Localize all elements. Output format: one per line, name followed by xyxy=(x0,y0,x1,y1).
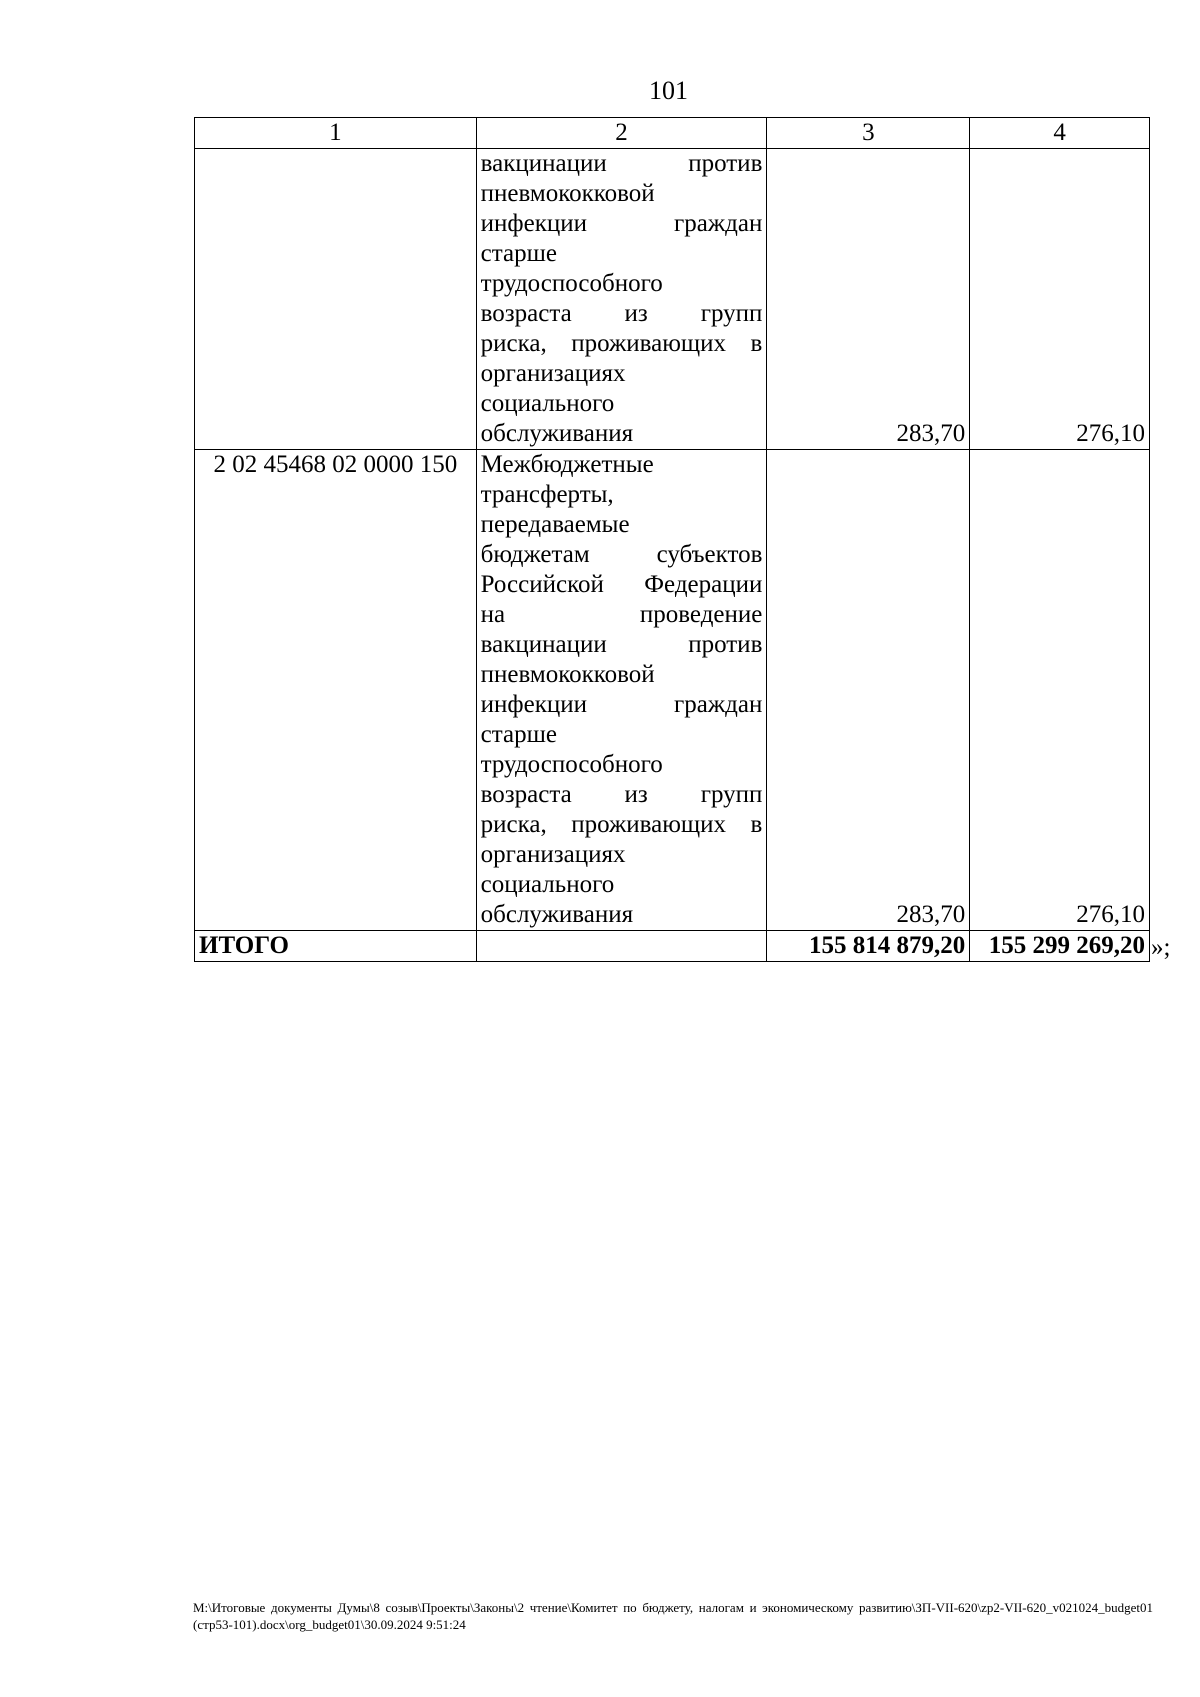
footer-file-path: M:\Итоговые документы Думы\8 созыв\Проекты\Законы\2 чтение\Комитет по бюджету, налогам и экономическому развитию\ЗП-VII-620\zp2-VII-620_v021024_budget01 (стр53-101).docx\org_budget01\30.09.2024 9:51:24 xyxy=(193,1600,1153,1632)
desc-line: обслуживания xyxy=(480,901,634,928)
row-value-col4: 276,10 xyxy=(970,149,1150,450)
desc-line: трансферты, xyxy=(480,481,614,508)
table-header-row xyxy=(195,118,1150,149)
desc-line: трудоспособного xyxy=(480,270,663,297)
desc-line: бюджетам субъектов xyxy=(480,541,763,568)
row-description xyxy=(476,450,767,931)
desc-line: Российской Федерации xyxy=(480,571,763,598)
total-row xyxy=(195,931,1150,962)
row-code xyxy=(195,149,477,450)
budget-table xyxy=(194,117,1150,962)
desc-line: возраста из групп xyxy=(480,781,763,808)
desc-line: риска, проживающих в xyxy=(480,330,763,357)
row-value-col4: 276,10 xyxy=(970,450,1150,931)
table-row xyxy=(195,450,1150,931)
table-row xyxy=(195,149,1150,450)
desc-line: передаваемые xyxy=(480,511,630,538)
desc-line: пневмококковой xyxy=(480,661,655,688)
row-code: 2 02 45468 02 0000 150 xyxy=(195,450,477,931)
total-value-col4: 155 299 269,20 xyxy=(970,931,1150,962)
total-label: ИТОГО xyxy=(195,931,477,962)
total-value-col3: 155 814 879,20 xyxy=(767,931,970,962)
desc-line: вакцинации против xyxy=(480,631,763,658)
header-col-2: 2 xyxy=(476,118,767,149)
desc-line: старше xyxy=(480,721,557,748)
desc-line: инфекции граждан xyxy=(480,691,763,718)
desc-line: социального xyxy=(480,390,615,417)
desc-line: социального xyxy=(480,871,615,898)
header-col-4: 4 xyxy=(970,118,1150,149)
header-col-3: 3 xyxy=(767,118,970,149)
closing-quote: »; xyxy=(1151,934,1171,961)
desc-line: обслуживания xyxy=(480,420,634,447)
header-col-1: 1 xyxy=(195,118,477,149)
desc-line: риска, проживающих в xyxy=(480,811,763,838)
desc-line: трудоспособного xyxy=(480,751,663,778)
desc-line: организациях xyxy=(480,360,626,387)
row-description xyxy=(476,149,767,450)
total-empty-cell xyxy=(476,931,767,962)
desc-line: пневмококковой xyxy=(480,180,655,207)
desc-line: на проведение xyxy=(480,601,763,628)
row-value-col3: 283,70 xyxy=(767,149,970,450)
desc-line: организациях xyxy=(480,841,626,868)
desc-line: инфекции граждан xyxy=(480,210,763,237)
desc-line: возраста из групп xyxy=(480,300,763,327)
desc-line: Межбюджетные xyxy=(480,451,654,478)
page-number: 101 xyxy=(649,76,688,105)
row-value-col3: 283,70 xyxy=(767,450,970,931)
desc-line: вакцинации против xyxy=(480,150,763,177)
desc-line: старше xyxy=(480,240,557,267)
